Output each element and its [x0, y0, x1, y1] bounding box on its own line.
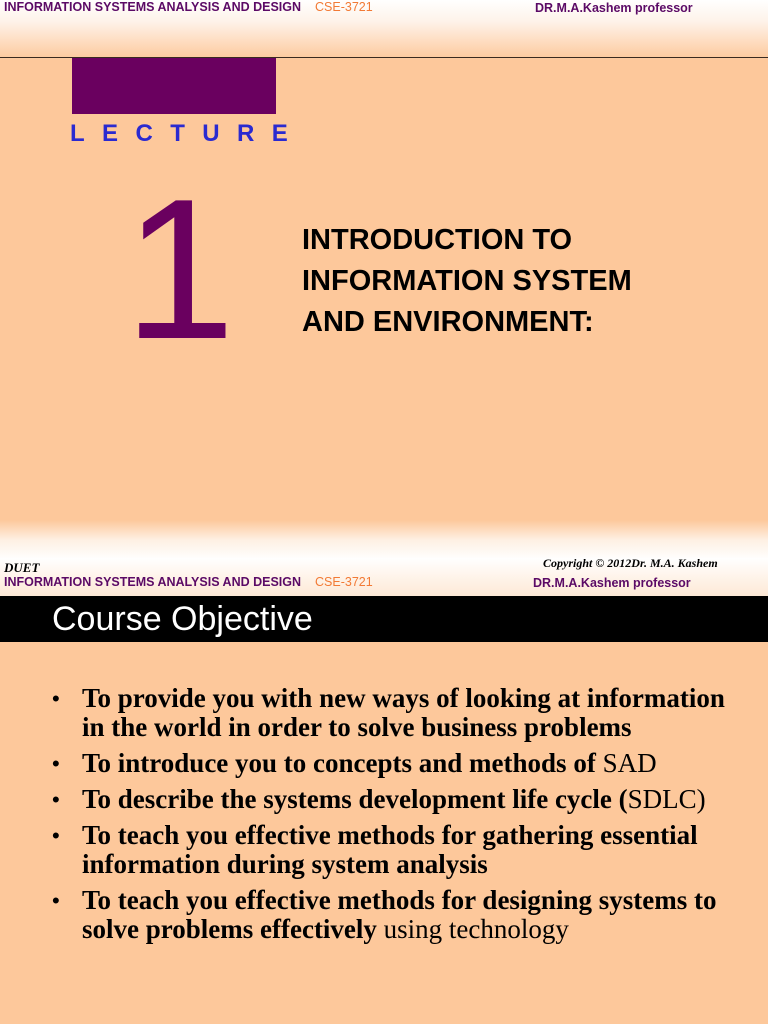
slide2-course-header [4, 575, 373, 589]
title-line: INFORMATION SYSTEM [302, 265, 632, 297]
objective-list [52, 684, 742, 951]
list-item [52, 821, 742, 879]
bullet-icon: • [52, 888, 60, 913]
course-code: CSE-3721 [315, 575, 373, 589]
bullet-icon: • [52, 751, 60, 776]
bullet-icon: • [52, 686, 60, 711]
bullet-icon: • [52, 823, 60, 848]
slide1-footer-band [0, 520, 768, 560]
lecture-accent-box [72, 58, 276, 114]
slide1-instructor: DR.M.A.Kashem professor [535, 1, 693, 15]
objective-text-paren: ( [618, 784, 628, 814]
course-title: INFORMATION SYSTEMS ANALYSIS AND DESIGN [4, 0, 302, 14]
bullet-icon: • [52, 787, 60, 812]
title-line: INTRODUCTION TO [302, 224, 573, 256]
lecture-number: 1 [124, 158, 236, 381]
slide1-course-header [4, 0, 373, 14]
title-line: AND ENVIRONMENT: [302, 306, 594, 338]
slide-heading: Course Objective [52, 600, 313, 638]
lecture-label: LECTURE [70, 120, 306, 147]
objective-text: To teach you effective methods for designing systems to solve problems effectively [82, 885, 717, 944]
objective-text-plain: using technology [376, 914, 569, 944]
copyright-notice: Copyright © 2012Dr. M.A. Kashem [543, 556, 718, 570]
institution-label: DUET [4, 560, 40, 575]
list-item [52, 684, 742, 742]
objective-text-plain: SAD [602, 748, 657, 778]
objective-text: To introduce you to concepts and methods of [82, 748, 603, 778]
list-item [52, 749, 742, 778]
list-item [52, 886, 742, 944]
objective-text: To teach you effective methods for gathering essential information during system analysis [82, 820, 698, 879]
course-title: INFORMATION SYSTEMS ANALYSIS AND DESIGN [4, 575, 302, 589]
lecture-title [302, 220, 752, 343]
slide2-instructor: DR.M.A.Kashem professor [533, 576, 691, 590]
course-code: CSE-3721 [315, 0, 373, 14]
objective-text: To describe the systems development life cycle [82, 784, 619, 814]
objective-text-plain: SDLC) [627, 784, 706, 814]
list-item [52, 785, 742, 814]
objective-text: To provide you with new ways of looking at information in the world in order to solve business problems [82, 683, 725, 742]
